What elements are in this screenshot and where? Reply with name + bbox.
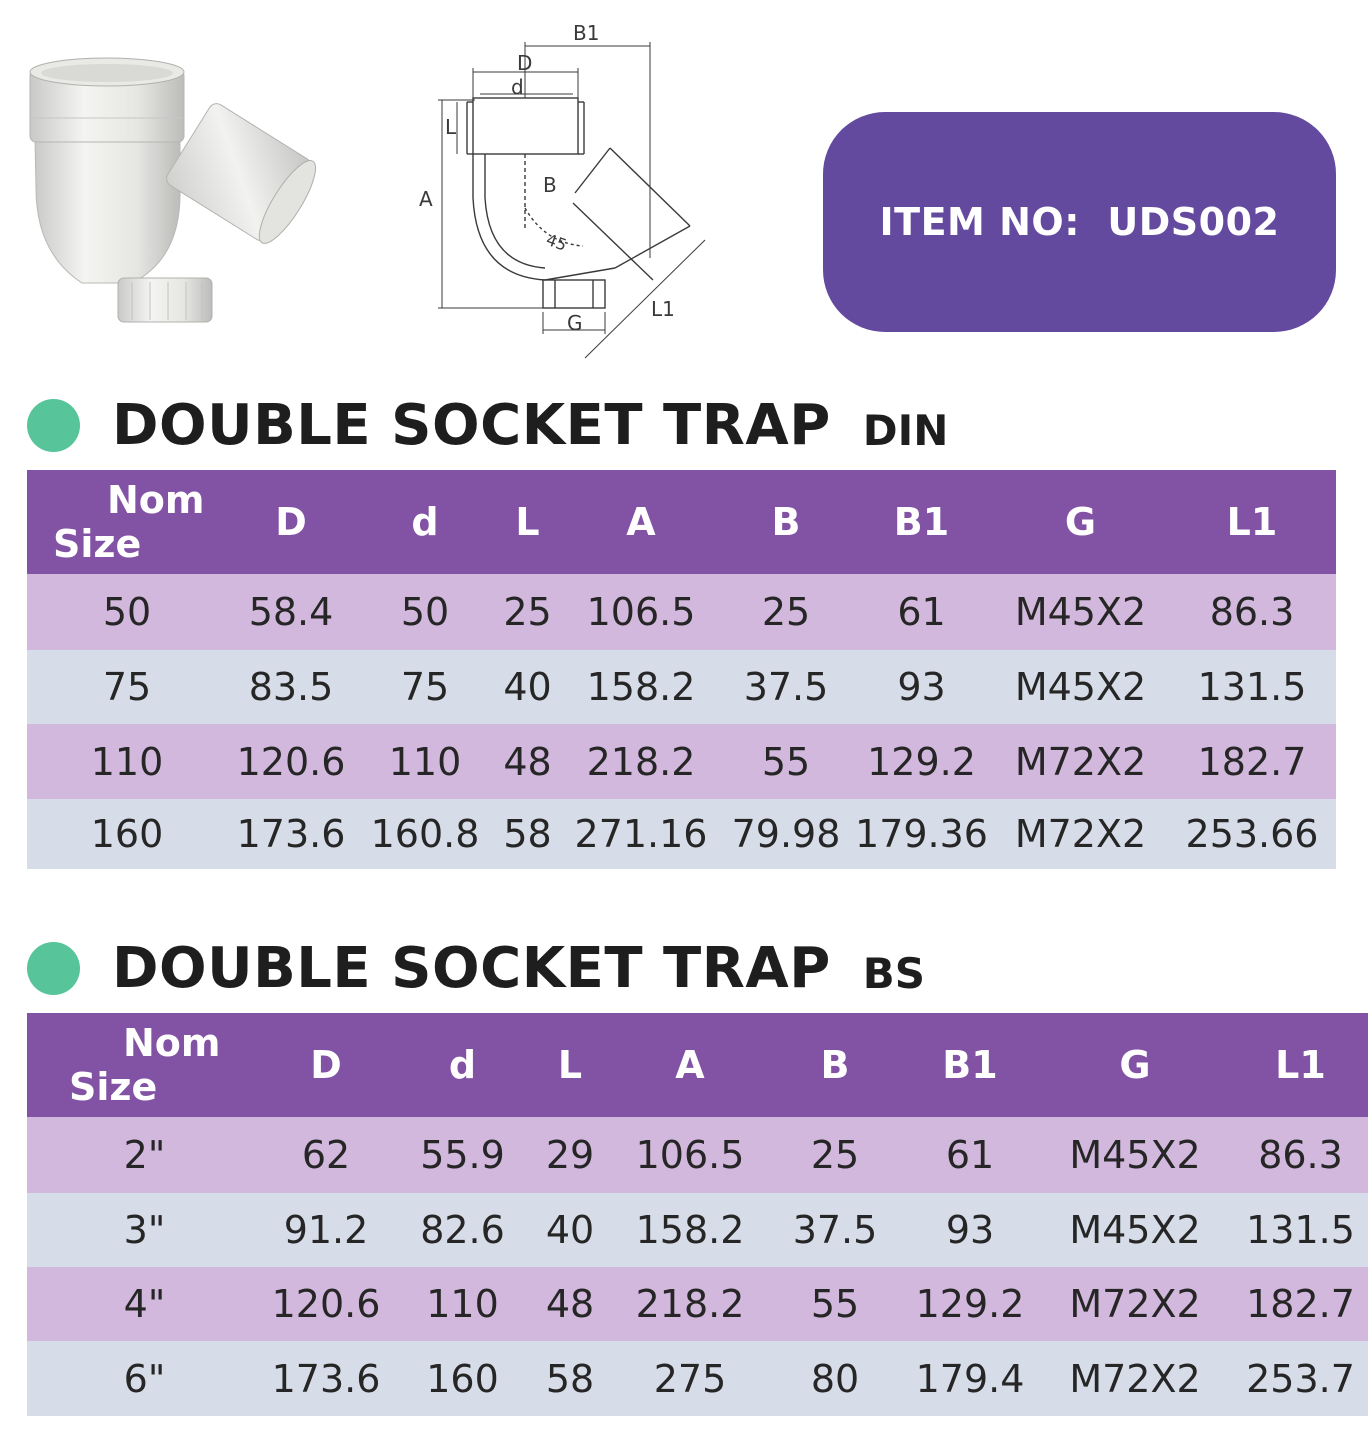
cell-A: 158.2 [560, 650, 722, 724]
cell-G: M72X2 [993, 724, 1168, 799]
cell-B: 80 [775, 1341, 895, 1416]
cell-nom-size: 2" [27, 1117, 262, 1193]
cell-B1: 179.4 [895, 1341, 1045, 1416]
cell-L: 48 [495, 724, 560, 799]
label-D: D [517, 51, 533, 75]
standard-label: BS [862, 948, 926, 998]
table-row [27, 1267, 1368, 1341]
cell-A: 218.2 [605, 1267, 775, 1341]
label-angle: 45 [543, 229, 570, 255]
header-d: d [390, 1013, 535, 1117]
cell-L1: 86.3 [1168, 574, 1336, 650]
table-header-row [27, 1013, 1368, 1117]
header-G: G [993, 470, 1168, 574]
header-A: A [605, 1013, 775, 1117]
cell-B1: 61 [895, 1117, 1045, 1193]
item-number-box [823, 112, 1336, 332]
table-row [27, 650, 1336, 724]
cell-L: 48 [535, 1267, 605, 1341]
table-row [27, 574, 1336, 650]
header-L: L [495, 470, 560, 574]
cell-B1: 93 [895, 1193, 1045, 1267]
table-row [27, 1341, 1368, 1416]
header-B: B [775, 1013, 895, 1117]
standard-label: DIN [862, 405, 949, 455]
cell-nom-size: 110 [27, 724, 227, 799]
cell-B: 37.5 [775, 1193, 895, 1267]
cell-L1: 182.7 [1225, 1267, 1368, 1341]
cell-d: 160.8 [355, 799, 495, 869]
cell-nom-size: 50 [27, 574, 227, 650]
cell-B1: 179.36 [850, 799, 993, 869]
cell-L1: 182.7 [1168, 724, 1336, 799]
cell-D: 62 [262, 1117, 390, 1193]
cell-d: 55.9 [390, 1117, 535, 1193]
cell-A: 218.2 [560, 724, 722, 799]
cell-d: 160 [390, 1341, 535, 1416]
cell-D: 120.6 [227, 724, 355, 799]
cell-L: 58 [535, 1341, 605, 1416]
cell-L1: 253.7 [1225, 1341, 1368, 1416]
cell-nom-size: 6" [27, 1341, 262, 1416]
cell-D: 91.2 [262, 1193, 390, 1267]
cell-L: 40 [495, 650, 560, 724]
cell-d: 50 [355, 574, 495, 650]
table-header-row [27, 470, 1336, 574]
cell-L1: 131.5 [1225, 1193, 1368, 1267]
label-L1: L1 [651, 297, 675, 321]
cell-A: 271.16 [560, 799, 722, 869]
label-A: A [419, 187, 433, 211]
cell-B: 55 [775, 1267, 895, 1341]
table-row [27, 1117, 1368, 1193]
cell-nom-size: 3" [27, 1193, 262, 1267]
section-title-din [27, 390, 948, 460]
cell-G: M45X2 [993, 574, 1168, 650]
cell-L: 40 [535, 1193, 605, 1267]
cell-L: 29 [535, 1117, 605, 1193]
cell-nom-size: 4" [27, 1267, 262, 1341]
cell-G: M45X2 [1045, 1193, 1225, 1267]
label-G: G [567, 311, 583, 335]
cell-A: 106.5 [560, 574, 722, 650]
header-B1: B1 [895, 1013, 1045, 1117]
header-L: L [535, 1013, 605, 1117]
header-nom-size: Nom Size [27, 1013, 262, 1117]
header-G: G [1045, 1013, 1225, 1117]
header-D: D [262, 1013, 390, 1117]
cell-B: 37.5 [722, 650, 850, 724]
product-photo [22, 48, 322, 338]
cell-d: 110 [355, 724, 495, 799]
cell-B1: 129.2 [895, 1267, 1045, 1341]
section-title-bs [27, 933, 925, 1003]
header-A: A [560, 470, 722, 574]
label-L: L [445, 115, 457, 139]
cell-D: 58.4 [227, 574, 355, 650]
table-row [27, 724, 1336, 799]
label-d: d [511, 75, 524, 99]
cell-d: 82.6 [390, 1193, 535, 1267]
section-heading: DOUBLE SOCKET TRAP [112, 392, 831, 458]
cell-d: 75 [355, 650, 495, 724]
header-d: d [355, 470, 495, 574]
bullet-dot-icon [27, 942, 80, 995]
cell-L: 25 [495, 574, 560, 650]
spec-table-din [27, 470, 1336, 869]
table-row [27, 799, 1336, 869]
cell-G: M45X2 [993, 650, 1168, 724]
table-row [27, 1193, 1368, 1267]
cell-D: 173.6 [262, 1341, 390, 1416]
cell-d: 110 [390, 1267, 535, 1341]
cell-L1: 253.66 [1168, 799, 1336, 869]
cell-G: M72X2 [1045, 1267, 1225, 1341]
cell-B: 25 [722, 574, 850, 650]
cell-G: M45X2 [1045, 1117, 1225, 1193]
header-D: D [227, 470, 355, 574]
technical-drawing [405, 18, 725, 363]
cell-D: 120.6 [262, 1267, 390, 1341]
cell-D: 173.6 [227, 799, 355, 869]
cell-B: 79.98 [722, 799, 850, 869]
cell-L: 58 [495, 799, 560, 869]
header-nom-size: Nom Size [27, 470, 227, 574]
cell-G: M72X2 [1045, 1341, 1225, 1416]
item-number-label: ITEM NO: UDS002 [879, 200, 1280, 244]
cell-A: 275 [605, 1341, 775, 1416]
label-B1: B1 [573, 21, 600, 45]
bullet-dot-icon [27, 399, 80, 452]
header-L1: L1 [1225, 1013, 1368, 1117]
label-B: B [543, 173, 557, 197]
header-B: B [722, 470, 850, 574]
cell-L1: 131.5 [1168, 650, 1336, 724]
spec-table-bs [27, 1013, 1368, 1416]
header-B1: B1 [850, 470, 993, 574]
cell-L1: 86.3 [1225, 1117, 1368, 1193]
cell-nom-size: 75 [27, 650, 227, 724]
cell-A: 106.5 [605, 1117, 775, 1193]
section-heading: DOUBLE SOCKET TRAP [112, 935, 831, 1001]
cell-D: 83.5 [227, 650, 355, 724]
header-L1: L1 [1168, 470, 1336, 574]
cell-B1: 129.2 [850, 724, 993, 799]
cell-B: 25 [775, 1117, 895, 1193]
cell-B1: 61 [850, 574, 993, 650]
cell-A: 158.2 [605, 1193, 775, 1267]
cell-B: 55 [722, 724, 850, 799]
cell-G: M72X2 [993, 799, 1168, 869]
cell-nom-size: 160 [27, 799, 227, 869]
cell-B1: 93 [850, 650, 993, 724]
